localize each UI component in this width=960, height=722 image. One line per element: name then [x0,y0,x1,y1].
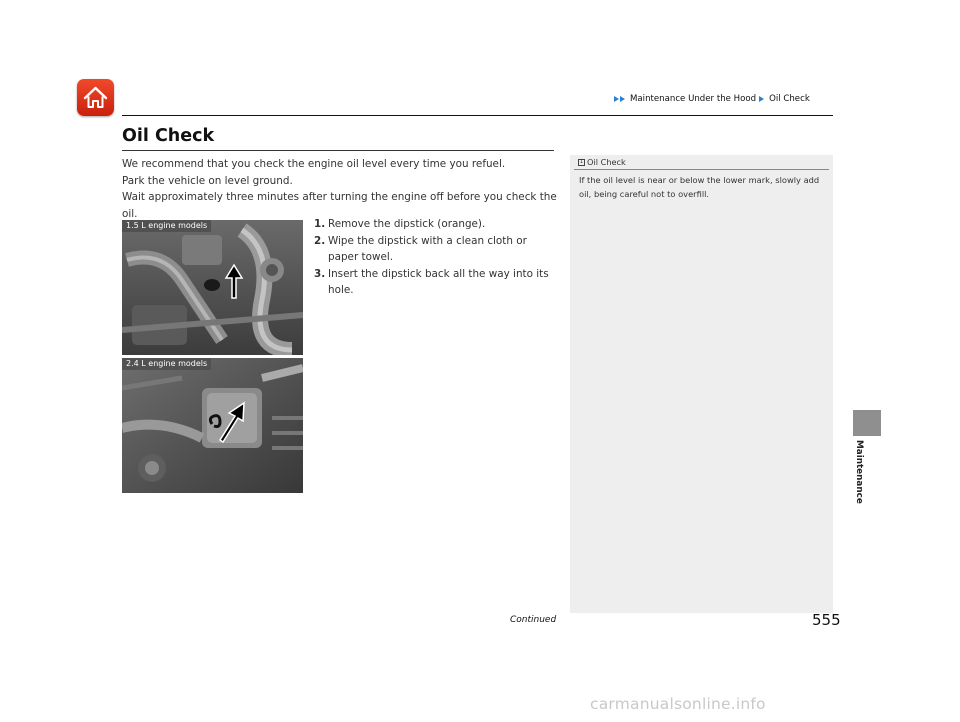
intro-paragraph: Park the vehicle on level ground. [122,174,293,187]
note-title-text: Oil Check [587,157,626,167]
note-divider [574,169,829,170]
breadcrumb-item-oil-check[interactable]: Oil Check [769,94,810,104]
step-text: Remove the dipstick (orange). [328,218,486,230]
engine-photo-1-5l [122,220,303,355]
breadcrumb-arrow-icon [759,96,764,102]
note-body: If the oil level is near or below the lower mark, slowly add oil, being careful not to overfill. [579,175,820,199]
step-number: 3. [314,267,326,280]
engine-photo-2-4l [122,358,303,493]
engine-photo-icon [122,220,303,355]
note-marker-icon: 1 [579,158,584,165]
breadcrumb-arrow-icon [614,96,625,102]
image-label: 1.5 L engine models [122,220,211,232]
intro-paragraph: We recommend that you check the engine oil level every time you refuel. [122,158,506,170]
step-list [314,216,554,299]
breadcrumb [614,94,810,104]
step-item [314,233,554,266]
watermark: carmanualsonline.info [590,695,766,713]
step-text: Insert the dipstick back all the way into its hole. [328,267,549,296]
image-label: 2.4 L engine models [122,358,211,370]
step-text: Wipe the dipstick with a clean cloth or paper towel. [328,234,527,263]
step-item [314,266,554,299]
side-note-panel [570,155,833,613]
page-title: Oil Check [122,126,215,146]
intro-paragraph: Wait approximately three minutes after turning the engine off before you check the oil. [122,191,557,220]
continued-label: Continued [510,615,557,625]
home-button[interactable] [77,79,114,116]
step-number: 2. [314,234,326,247]
engine-photo-icon [122,358,303,493]
step-number: 1. [314,218,326,230]
home-icon [83,86,108,109]
section-tab-label: Maintenance [854,440,864,504]
step-item [314,216,554,233]
note-title [578,157,626,167]
header-divider [122,115,833,116]
page-number: 555 [812,611,841,629]
breadcrumb-item-maintenance-under-hood[interactable]: Maintenance Under the Hood [630,94,757,104]
intro-text [122,156,558,222]
title-divider [122,150,554,151]
section-tab[interactable] [853,410,881,436]
